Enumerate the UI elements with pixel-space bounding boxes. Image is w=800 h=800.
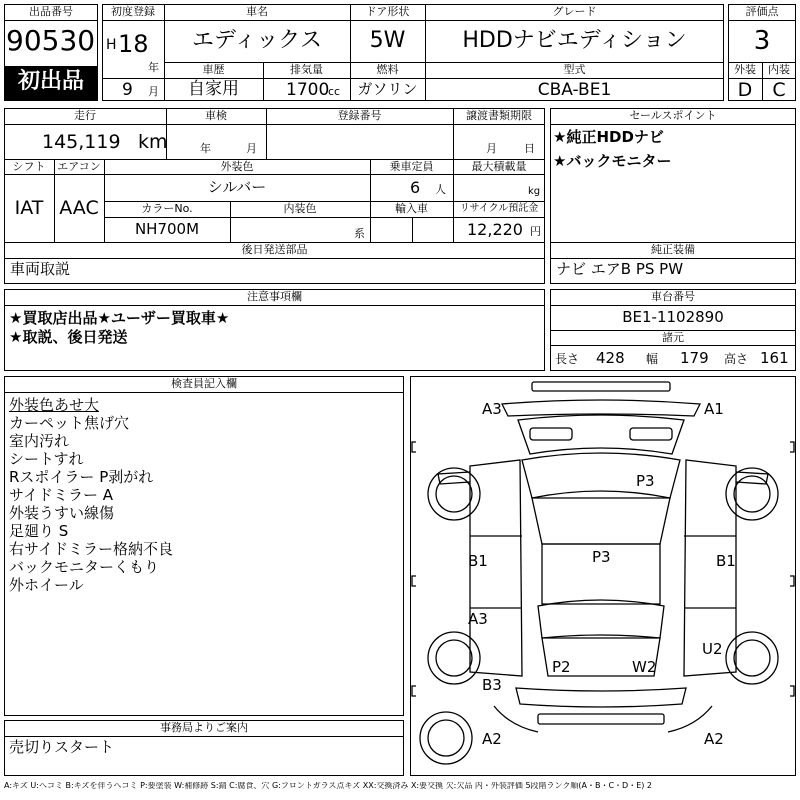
model-value: CBA-BE1 (537, 80, 612, 100)
carname-value: エディックス (191, 28, 323, 53)
colorno-label: カラーNo. (141, 202, 193, 215)
transfer-month-unit: 月 (486, 142, 497, 155)
mileage-label: 走行 (74, 109, 96, 122)
inspector-line: 外ホイール (9, 576, 84, 594)
equipment-label: 純正装備 (651, 243, 695, 256)
reg-year-unit: 年 (148, 61, 159, 74)
mileage-unit: km (138, 131, 168, 153)
inspector-line: 室内汚れ (9, 432, 70, 450)
inspector-line: 右サイドミラー格納不良 (9, 540, 173, 558)
height-value: 161 (760, 349, 789, 367)
displacement-unit: cc (328, 85, 341, 98)
history-label: 車歴 (202, 63, 225, 76)
mark-p3-center: P3 (592, 548, 611, 566)
mark-w2-hatch: W2 (632, 658, 657, 676)
colorno-value: NH700M (134, 220, 200, 238)
ext-grade: D (737, 79, 753, 101)
recycle-unit: 円 (530, 225, 541, 238)
dims-label: 諸元 (662, 331, 684, 344)
score-label: 評価点 (745, 5, 779, 18)
reg-month: 9 (122, 80, 133, 100)
shift-label: シフト (12, 160, 46, 173)
mark-a3-left-rear: A3 (468, 610, 488, 628)
reg-year: 18 (118, 30, 149, 58)
width-label: 幅 (646, 352, 659, 366)
reg-label: 初度登録 (111, 5, 155, 18)
later-parts-label: 後日発送部品 (241, 243, 308, 256)
displacement-label: 排気量 (290, 63, 323, 76)
capacity-label: 乗車定員 (389, 160, 434, 173)
lot-label: 出品番号 (29, 5, 73, 18)
door-value: 5W (369, 28, 406, 53)
mark-b1-right-door: B1 (716, 552, 736, 570)
grade-label: グレード (552, 5, 597, 18)
width-value: 179 (680, 349, 709, 367)
mark-p2-hatch: P2 (552, 658, 571, 676)
shift-value: IAT (14, 197, 44, 219)
inspector-line: Rスポイラー P剥がれ (9, 468, 154, 486)
score-value: 3 (753, 26, 771, 56)
reg-month-unit: 月 (148, 85, 159, 98)
intcolor-unit: 系 (354, 227, 365, 240)
lot-number: 90530 (6, 24, 96, 57)
import-label: 輸入車 (395, 202, 428, 215)
sales-point-item: ★純正HDDナビ (553, 128, 664, 146)
inspector-line: サイドミラー A (9, 486, 113, 504)
inspector-line: 足廻り S (9, 522, 69, 540)
color-value: シルバー (207, 178, 267, 196)
maxload-label: 最大積載量 (471, 160, 527, 173)
recycle-value: 12,220 (467, 220, 523, 239)
sales-points-label: セールスポイント (629, 109, 717, 122)
chassis-label: 車台番号 (651, 290, 695, 303)
inspector-list (9, 396, 399, 594)
mark-u2-right-rear: U2 (702, 640, 723, 658)
ext-label: 外装 (734, 63, 756, 76)
model-label: 型式 (563, 63, 586, 76)
mark-b3-rear-left: B3 (482, 676, 502, 694)
displacement-value: 1700 (286, 80, 330, 100)
notes-label: 注意事項欄 (247, 290, 302, 303)
fuel-label: 燃料 (376, 63, 399, 76)
history-value: 自家用 (188, 79, 239, 99)
carname-label: 車名 (246, 5, 268, 18)
capacity-unit: 人 (435, 183, 446, 196)
equipment-value: ナビ エアB PS PW (556, 260, 684, 278)
mark-b1-left-door: B1 (468, 552, 488, 570)
fuel-value: ガソリン (357, 80, 418, 98)
mark-a2-rear-right: A2 (704, 730, 724, 748)
later-parts-value: 車両取説 (10, 260, 71, 278)
chassis-value: BE1-1102890 (622, 308, 724, 326)
length-value: 428 (596, 349, 625, 367)
capacity-value: 6 (410, 178, 421, 197)
legend-text: A:キズ U:ヘコミ B:キズを伴うヘコミ P:要塗装 W:補修跡 S:錆 C:腐食、穴 G:フロントガラス点キズ XX:交換済み X:要交換 欠:欠品 内・外装評価 5段階ランク順(A・B・C・D・E) 2 (4, 782, 653, 790)
mark-a1-front-right: A1 (704, 400, 724, 418)
ac-label: エアコン (57, 160, 101, 173)
first-listing-text: 初出品 (17, 69, 84, 94)
notes-line: ★取説、後日発送 (9, 328, 128, 346)
grade-value: HDDナビエディション (462, 28, 687, 53)
intcolor-label: 内装色 (283, 202, 317, 215)
sales-point-item: ★バックモニター (553, 152, 672, 170)
recycle-label: リサイクル預託金 (459, 203, 539, 214)
inspector-line: 外装うすい線傷 (9, 504, 115, 522)
inspector-line: 外装色あせ大 (9, 396, 100, 414)
mileage-value: 145,119 (42, 131, 121, 153)
office-value: 売切りスタート (9, 738, 115, 756)
regno-label: 登録番号 (337, 109, 382, 122)
int-grade: C (772, 79, 786, 101)
reg-era: H (106, 37, 117, 53)
inspection-year-unit: 年 (200, 142, 211, 155)
transfer-label: 譲渡書類期限 (466, 109, 532, 122)
notes-line: ★買取店出品★ユーザー買取車★ (9, 309, 230, 327)
color-label: 外装色 (220, 160, 254, 173)
int-label: 内装 (768, 63, 790, 76)
transfer-day-unit: 日 (524, 142, 535, 155)
length-label: 長さ (555, 352, 580, 366)
mark-p3-roof: P3 (636, 472, 655, 490)
inspection-month-unit: 月 (246, 142, 257, 155)
mark-a2-rear-left: A2 (482, 730, 502, 748)
office-label: 事務局よりご案内 (160, 721, 248, 734)
inspector-line: カーペット焦げ穴 (9, 414, 130, 432)
ac-value: AAC (59, 197, 99, 219)
inspector-line: シートすれ (9, 450, 84, 468)
inspection-label: 車検 (205, 109, 227, 122)
maxload-unit: kg (528, 186, 541, 197)
inspector-line: バックモニターくもり (9, 558, 160, 576)
door-label: ドア形状 (365, 5, 410, 18)
inspector-label: 検査員記入欄 (171, 377, 237, 390)
car-damage-diagram (410, 376, 796, 776)
mark-a3-front-left: A3 (482, 400, 502, 418)
height-label: 高さ (724, 352, 749, 366)
